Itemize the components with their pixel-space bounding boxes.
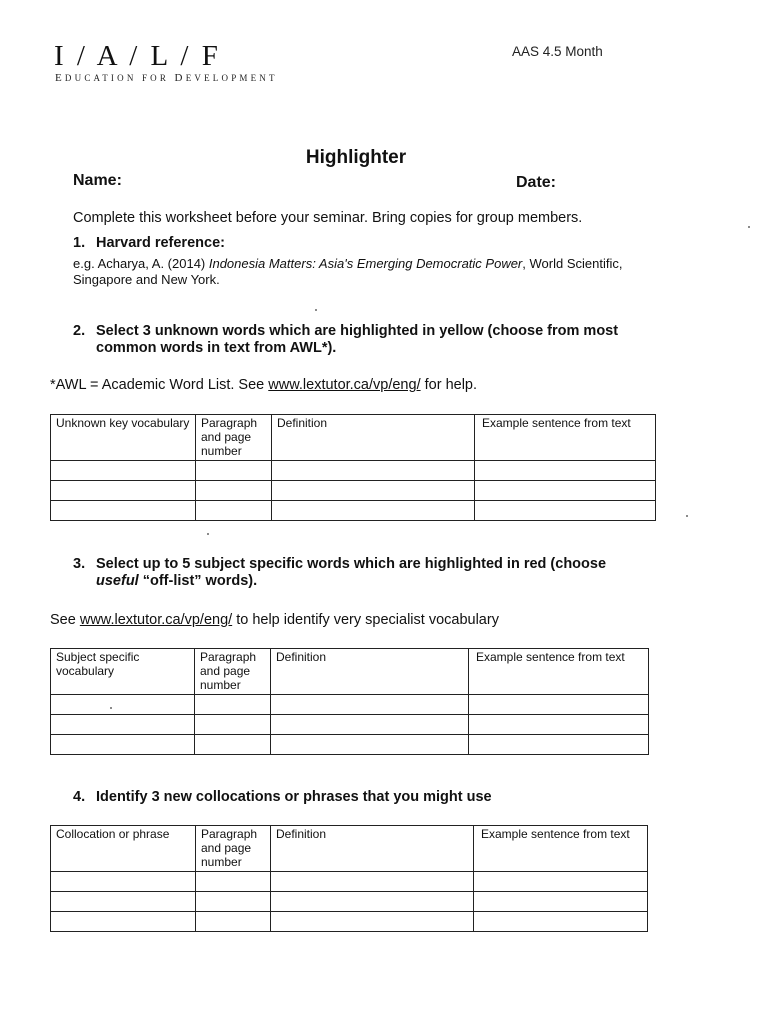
section2-title-line2: common words in text from AWL*). xyxy=(96,340,337,356)
column-header: Paragraph and page number xyxy=(196,826,271,872)
table-row xyxy=(51,912,648,932)
collocations-table xyxy=(50,825,648,932)
table-cell[interactable] xyxy=(475,481,656,501)
section1-title: Harvard reference: xyxy=(96,235,225,251)
date-label: Date: xyxy=(516,174,557,191)
table-row xyxy=(51,501,656,521)
section3-title-line1: Select up to 5 subject specific words which are highlighted in red (choose xyxy=(96,556,607,572)
table-cell[interactable] xyxy=(196,461,272,481)
scan-speck xyxy=(686,515,688,517)
logo: I / A / L / F xyxy=(54,40,221,72)
name-label: Name: xyxy=(73,172,122,189)
table-cell[interactable] xyxy=(196,501,272,521)
section2-title-line1: Select 3 unknown words which are highlighted in yellow (choose from most xyxy=(96,323,619,339)
table-cell[interactable] xyxy=(474,892,648,912)
reference-example xyxy=(73,256,633,287)
table-cell[interactable] xyxy=(51,695,195,715)
see-prefix: See xyxy=(50,612,80,628)
lextutor-link[interactable]: www.lextutor.ca/vp/eng/ xyxy=(79,612,233,628)
table-cell[interactable] xyxy=(271,872,474,892)
table-cell[interactable] xyxy=(469,735,649,755)
reference-prefix: e.g. Acharya, A. (2014) xyxy=(73,256,209,271)
logo-tagline xyxy=(55,72,278,84)
table-cell[interactable] xyxy=(51,501,196,521)
column-header: Definition xyxy=(271,826,474,872)
section2-heading xyxy=(73,323,673,357)
table-cell[interactable] xyxy=(51,735,195,755)
table-cell[interactable] xyxy=(51,912,196,932)
table-row xyxy=(51,461,656,481)
scan-speck xyxy=(315,309,317,311)
table-cell[interactable] xyxy=(195,735,271,755)
subject-vocabulary-table xyxy=(50,648,649,755)
table-cell[interactable] xyxy=(51,715,195,735)
table-cell[interactable] xyxy=(196,892,271,912)
table-cell[interactable] xyxy=(195,695,271,715)
lextutor-note xyxy=(50,612,499,628)
table-header-row xyxy=(51,415,656,461)
table-cell[interactable] xyxy=(51,461,196,481)
table-cell[interactable] xyxy=(474,872,648,892)
section1-heading xyxy=(73,235,225,251)
table-cell[interactable] xyxy=(474,912,648,932)
section2-number: 2. xyxy=(73,323,86,339)
table-cell[interactable] xyxy=(475,461,656,481)
table-row xyxy=(51,735,649,755)
column-header: Unknown key vocabulary xyxy=(51,415,196,461)
section4-heading xyxy=(73,789,492,805)
column-header: Definition xyxy=(271,649,469,695)
awl-note xyxy=(50,377,477,393)
table-cell[interactable] xyxy=(196,912,271,932)
table-row xyxy=(51,695,649,715)
table-cell[interactable] xyxy=(195,715,271,735)
tagline-text: FOR xyxy=(136,73,175,83)
column-header: Example sentence from text xyxy=(475,415,656,461)
column-header: Paragraph and page number xyxy=(196,415,272,461)
reference-book-title: Indonesia Matters: Asia's Emerging Democratic Power xyxy=(208,256,523,271)
awl-note-suffix: for help. xyxy=(420,377,478,393)
awl-note-prefix: *AWL = Academic Word List. See xyxy=(50,377,269,393)
table-cell[interactable] xyxy=(271,912,474,932)
table-cell[interactable] xyxy=(196,481,272,501)
scan-speck xyxy=(207,533,209,535)
table-cell[interactable] xyxy=(271,695,469,715)
table-header-row xyxy=(51,649,649,695)
column-header: Paragraph and page number xyxy=(195,649,271,695)
tagline-text: DUCATION xyxy=(64,73,137,83)
section3-emphasis: useful xyxy=(96,573,139,589)
table-row xyxy=(51,892,648,912)
table-cell[interactable] xyxy=(272,481,475,501)
tagline-cap: E xyxy=(55,72,65,84)
section3-number: 3. xyxy=(73,556,86,572)
course-code: AAS 4.5 Month xyxy=(512,44,603,59)
table-cell[interactable] xyxy=(51,892,196,912)
see-suffix: to help identify very specialist vocabulary xyxy=(232,612,499,628)
table-row xyxy=(51,872,648,892)
column-header: Subject specific vocabulary xyxy=(51,649,195,695)
section1-number: 1. xyxy=(73,235,86,251)
column-header: Example sentence from text xyxy=(474,826,648,872)
scan-speck xyxy=(110,707,112,709)
page-title: Highlighter xyxy=(305,147,407,168)
table-cell[interactable] xyxy=(475,501,656,521)
tagline-cap: D xyxy=(174,72,186,84)
section3-title-rest: “off-list” words). xyxy=(138,573,258,589)
reference-suffix: , World Scientific, Singapore and New York. xyxy=(73,256,623,287)
instructions: Complete this worksheet before your seminar. Bring copies for group members. xyxy=(73,210,583,226)
column-header: Collocation or phrase xyxy=(51,826,196,872)
table-cell[interactable] xyxy=(272,461,475,481)
section4-title: Identify 3 new collocations or phrases that you might use xyxy=(96,789,492,805)
table-cell[interactable] xyxy=(469,695,649,715)
table-row xyxy=(51,481,656,501)
table-row xyxy=(51,715,649,735)
table-cell[interactable] xyxy=(271,735,469,755)
table-cell[interactable] xyxy=(272,501,475,521)
vocabulary-table xyxy=(50,414,656,521)
table-cell[interactable] xyxy=(51,481,196,501)
table-cell[interactable] xyxy=(51,872,196,892)
table-cell[interactable] xyxy=(271,715,469,735)
table-cell[interactable] xyxy=(271,892,474,912)
column-header: Example sentence from text xyxy=(469,649,649,695)
table-cell[interactable] xyxy=(196,872,271,892)
scan-speck xyxy=(748,226,750,228)
table-cell[interactable] xyxy=(469,715,649,735)
table-header-row xyxy=(51,826,648,872)
lextutor-link[interactable]: www.lextutor.ca/vp/eng/ xyxy=(268,377,421,393)
section4-number: 4. xyxy=(73,789,86,805)
section3-heading xyxy=(73,556,673,590)
column-header: Definition xyxy=(272,415,475,461)
tagline-text: EVELOPMENT xyxy=(185,73,278,83)
section3-title-line2 xyxy=(73,573,673,590)
